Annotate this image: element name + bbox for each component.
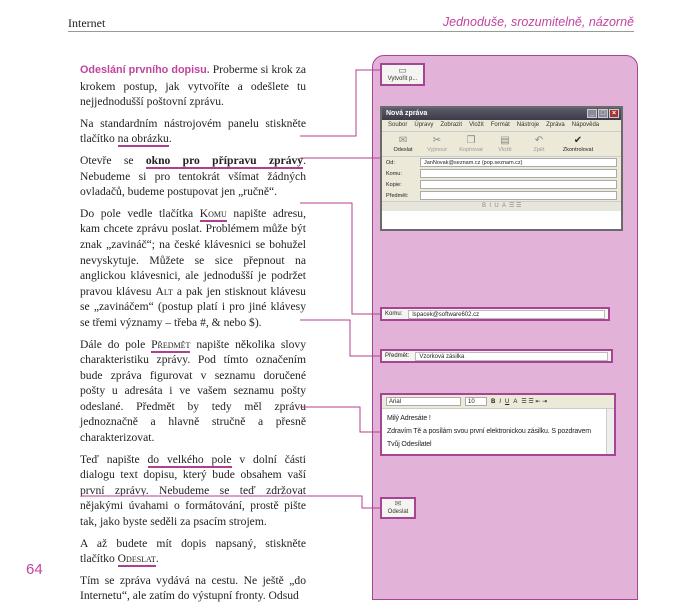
highlight: Předmět bbox=[151, 337, 191, 351]
paragraph-step6 bbox=[80, 536, 306, 567]
create-message-button[interactable] bbox=[380, 63, 425, 86]
close-icon[interactable]: × bbox=[609, 109, 619, 118]
to-input[interactable] bbox=[420, 169, 617, 178]
create-button-label: Vytvořit p... bbox=[387, 76, 418, 82]
italic-icon[interactable]: I bbox=[499, 398, 502, 405]
copy-icon: ❐ bbox=[466, 134, 476, 146]
paste-icon: ▤ bbox=[500, 134, 510, 146]
undo-tool-button[interactable] bbox=[524, 135, 554, 154]
check-tool-button[interactable] bbox=[558, 135, 598, 154]
to-field-closeup bbox=[380, 307, 610, 321]
subject-label: Předmět: bbox=[385, 353, 410, 359]
body-line: Milý Adresáte ! bbox=[387, 415, 431, 422]
send-button[interactable] bbox=[380, 497, 416, 519]
paragraph-step1 bbox=[80, 116, 306, 147]
text: v dolní části dialogu text dopisu, který bude obsahem vaší první zprávy. Nebudeme se teď zdržovat nějakými úvahami o formátování, prostě pište tak, jako byste seděli za psacím strojem. bbox=[80, 452, 306, 529]
menu-item[interactable]: Zobrazit bbox=[440, 122, 463, 128]
text-column bbox=[80, 62, 306, 610]
font-select[interactable]: Arial bbox=[386, 397, 461, 406]
new-document-icon: ▭ bbox=[398, 65, 407, 75]
section-lead: Odeslání prvního dopisu. bbox=[80, 64, 210, 76]
subject-field-closeup bbox=[380, 349, 613, 363]
send-icon: ✉ bbox=[398, 134, 408, 146]
window-titlebar bbox=[382, 108, 621, 120]
spellcheck-icon: ✔ bbox=[573, 134, 583, 146]
subject-input[interactable]: Vzorková zásilka bbox=[415, 352, 608, 361]
message-body[interactable] bbox=[382, 409, 614, 454]
paragraph-step5 bbox=[80, 452, 306, 530]
font-color-icon[interactable]: A bbox=[513, 398, 518, 405]
text: napište adresu, kam chcete zprávu poslat. Problémem může být znak „zavináč“; na české klávesnici se bohužel nevyskytuje. Můžete se sice přepnout na anglickou klávesnici, ale jednodušší je podržet pravou klávesu bbox=[80, 206, 307, 298]
label: Zkontrolovat bbox=[562, 146, 594, 153]
font-size-select[interactable]: 10 bbox=[465, 397, 487, 406]
highlight: okno pro přípravu zprávy bbox=[145, 153, 304, 167]
label: Zpět bbox=[533, 146, 545, 153]
menu-item[interactable]: Formát bbox=[490, 122, 510, 128]
text: A až budete mít dopis napsaný, stiskněte tlačítko bbox=[80, 536, 306, 566]
from-label: Od: bbox=[386, 159, 395, 166]
menu-item[interactable]: Soubor bbox=[388, 122, 408, 128]
bold-icon[interactable]: B bbox=[491, 398, 496, 405]
subject-input[interactable] bbox=[420, 191, 617, 200]
page-number: 64 bbox=[26, 561, 43, 578]
running-header-left: Internet bbox=[68, 16, 106, 30]
underline-icon[interactable]: U bbox=[505, 398, 510, 405]
to-input[interactable]: lspacek@software602.cz bbox=[408, 310, 605, 319]
text: Teď napište bbox=[80, 452, 148, 466]
text: Na standardním nástrojovém panelu stiskněte tlačítko bbox=[80, 116, 306, 146]
from-select[interactable]: JanNovak@seznam.cz (pop.seznam.cz) bbox=[420, 158, 617, 167]
text: . bbox=[155, 552, 159, 566]
cut-tool-button[interactable] bbox=[422, 135, 452, 154]
scissors-icon: ✂ bbox=[432, 134, 442, 146]
paragraph-step2 bbox=[80, 153, 306, 200]
format-toolbar: B I U A ☰ ☰ bbox=[382, 201, 621, 211]
to-button[interactable]: Komu: bbox=[386, 170, 402, 177]
toolbar bbox=[382, 131, 621, 157]
text: napište několika slovy charakteristiku zprávy. Pod tímto označením bude zpráva figurovat v seznamu doručené pošty u adresáta i ve vašem seznamu pošty odeslané. Předmět by tedy měl zprávu jednoznačně a hlavně stručně a přesně charakterizovat. bbox=[80, 337, 306, 445]
body-line: Zdravím Tě a posílám svou první elektronickou zásilku. S pozdravem bbox=[387, 428, 591, 435]
send-button-label: Odeslat bbox=[387, 509, 409, 515]
label: Kopírovat bbox=[459, 146, 483, 153]
text: a pak jen stisknout klávesu se „zavináčem“ (postup platí i pro jiné klávesy se třemi významy – třeba #, & nebo $). bbox=[80, 284, 306, 329]
subject-label: Předmět: bbox=[386, 192, 409, 199]
list-icon[interactable]: ☰ ☰ ⇤ ⇥ bbox=[521, 399, 548, 405]
menu-item[interactable]: Zpráva bbox=[546, 122, 565, 128]
menu-bar bbox=[382, 120, 621, 131]
connector-subject bbox=[300, 320, 380, 356]
highlight: do velkého pole bbox=[147, 452, 232, 466]
undo-icon: ↶ bbox=[534, 134, 544, 146]
scrollbar[interactable] bbox=[606, 409, 614, 454]
maximize-icon[interactable]: □ bbox=[598, 109, 608, 118]
connector-to bbox=[300, 203, 380, 314]
header-rule bbox=[68, 31, 634, 32]
paragraph-step4 bbox=[80, 337, 306, 446]
label: Odeslat bbox=[393, 146, 413, 153]
text: Otevře se bbox=[80, 153, 146, 167]
to-button[interactable]: Komu: bbox=[385, 311, 403, 317]
minimize-icon[interactable]: _ bbox=[587, 109, 597, 118]
text: . bbox=[168, 132, 172, 146]
menu-item[interactable]: Nástroje bbox=[516, 122, 540, 128]
paragraph-step7: Tím se zpráva vydává na cestu. Ne ještě „do Internetu“, ale zatím do výstupní fronty. Odsud bbox=[80, 573, 306, 603]
format-toolbar bbox=[382, 395, 614, 409]
menu-item[interactable]: Vložit bbox=[469, 122, 484, 128]
new-message-window bbox=[380, 106, 623, 231]
editor-closeup bbox=[380, 393, 616, 456]
text: . Nebudeme si pro tentokrát všímat žádných ovladačů, budeme postupovat jen „ručně“. bbox=[80, 153, 306, 199]
label: Vložit bbox=[498, 146, 512, 153]
running-header-right: Jednoduše, srozumitelně, názorně bbox=[442, 15, 634, 29]
highlight: na obrázku bbox=[117, 132, 169, 146]
paste-tool-button[interactable] bbox=[490, 135, 520, 154]
text: Do pole vedle tlačítka bbox=[80, 206, 200, 220]
window-title: Nová zpráva bbox=[386, 110, 428, 117]
connector-create bbox=[300, 70, 380, 136]
message-body[interactable] bbox=[382, 211, 621, 229]
menu-item[interactable]: Nápověda bbox=[571, 122, 600, 128]
paragraph-step3 bbox=[80, 206, 306, 331]
copy-tool-button[interactable] bbox=[456, 135, 486, 154]
text: Dále do pole bbox=[80, 337, 152, 351]
label: Vyjmout bbox=[427, 146, 447, 153]
connector-body bbox=[300, 407, 380, 432]
key-name: Alt bbox=[155, 284, 173, 298]
text: Proberme si krok za krokem postup, jak vytvoříte a odešlete tu nejjednodušší poštovní zprávu. bbox=[80, 63, 306, 109]
highlight: Komu bbox=[199, 206, 227, 220]
cc-button[interactable]: Kopie: bbox=[386, 181, 402, 188]
menu-item[interactable]: Úpravy bbox=[414, 122, 434, 128]
highlight: Odeslat bbox=[117, 552, 156, 566]
body-line: Tvůj Odesílatel bbox=[387, 441, 432, 448]
paragraph-intro bbox=[80, 62, 306, 110]
send-icon: ✉ bbox=[394, 499, 402, 508]
cc-input[interactable] bbox=[420, 180, 617, 189]
send-tool-button[interactable] bbox=[388, 135, 418, 154]
